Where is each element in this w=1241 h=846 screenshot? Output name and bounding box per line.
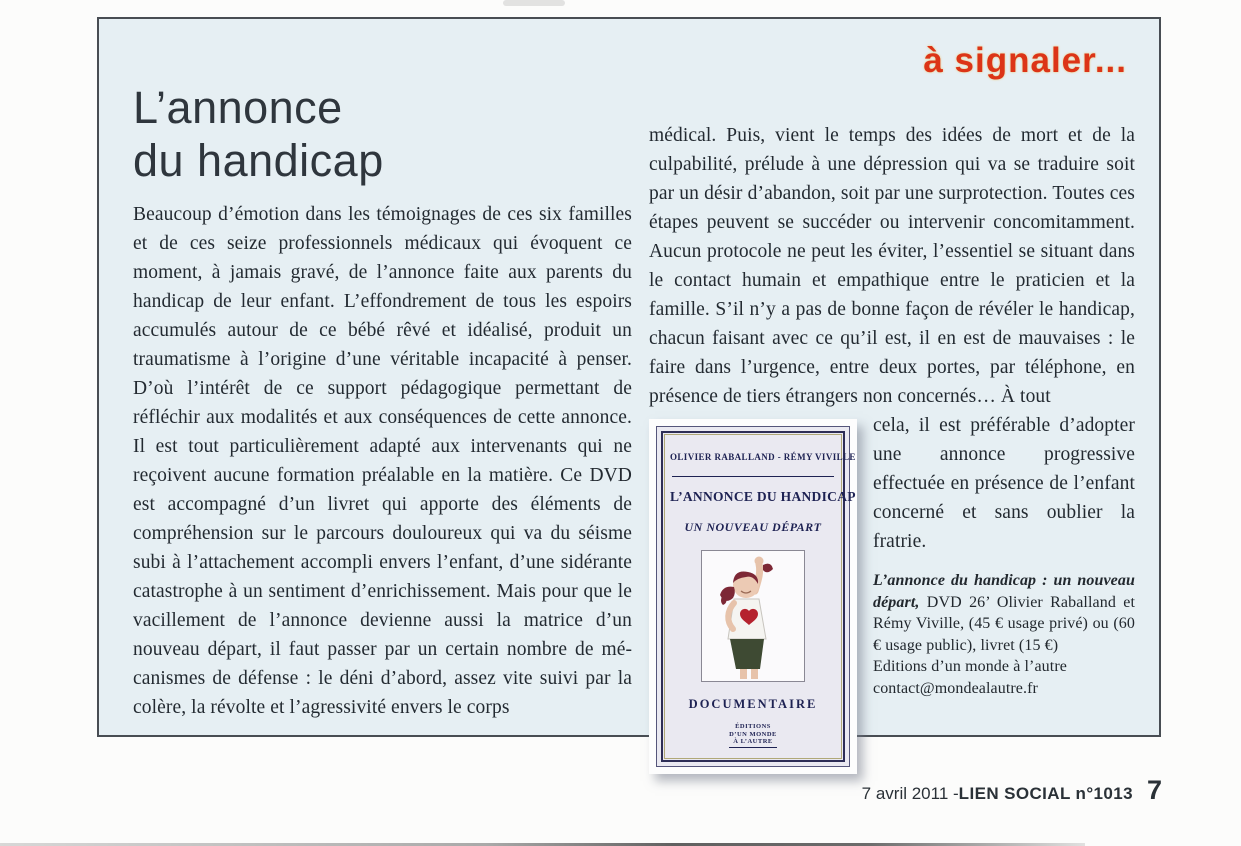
footer-magazine: LIEN SOCIAL n°1013 [958, 784, 1133, 803]
footer-date: 7 avril 2011 - [861, 784, 959, 803]
dvd-cover-photo-mat [649, 419, 857, 774]
page-footer [862, 775, 1162, 806]
caption-publisher: Editions d’un monde à l’autre [873, 658, 1067, 675]
publisher-logo-line2: D’UN MONDE [729, 730, 777, 738]
dvd-cover-genre: DOCUMENTAIRE [688, 697, 818, 711]
publisher-logo-line1: ÉDITIONS [735, 723, 771, 730]
dvd-cover-subtitle: UN NOUVEAU DÉPART [684, 520, 822, 534]
left-column [133, 200, 632, 722]
dvd-cover-title: L’ANNONCE DU HANDICAP [670, 489, 856, 504]
caption-title: L’annonce du handicap : un nouveau départ, [873, 572, 1135, 611]
right-column [649, 121, 1135, 778]
scan-artifact-top [503, 0, 565, 6]
divider [672, 476, 834, 477]
article-title-line2: du handicap [133, 135, 384, 186]
article-title-line1: L’annonce [133, 82, 343, 133]
girl-illustration [701, 550, 805, 682]
caption-details: DVD 26’ Olivier Raballand et Rémy Viville, (45 € usage privé) ou (60 € usage public), livret (15 €) [873, 593, 1135, 654]
dvd-cover [649, 419, 857, 774]
right-column-paragraph-1: médical. Puis, vient le temps des idées de mort et de la culpabilité, prélude à une dépression qui va se traduire soit par un désir d’abandon, soit par une surprotection. Toutes ces étapes peuvent se succéder ou intervenir concomitamment. Aucun protocole ne peut les éviter, l’essentiel se situant dans le contact humain et empathique entre le praticien et la famille. S’il n’y a pas de bonne façon de révéler le handicap, chacun faisant avec ce qu’il est, il en est de mauvaises : le faire dans l’urgence, entre deux portes, par téléphone, en présence de tiers étrangers non concernés… À tout [649, 125, 1135, 407]
section-badge: à signaler... [923, 41, 1127, 80]
right-column-paragraph-2: cela, il est préférable d’adopter une annonce progressive effectuée en présence de l’enfant concerné et sans oublier la fratrie. [873, 415, 1135, 552]
footer-page-number: 7 [1146, 775, 1162, 805]
publisher-logo [729, 723, 777, 748]
dvd-cover-authors: OLIVIER RABALLAND - RÉMY VIVILLE [670, 452, 856, 462]
article-title [133, 81, 384, 187]
article-panel [97, 17, 1161, 745]
dvd-cover-card [656, 426, 856, 767]
caption-email: contact@mondealautre.fr [873, 679, 1038, 697]
left-column-paragraph: Beaucoup d’émotion dans les témoignages de ces six familles et de ces seize professionnels médicaux qui évoquent ce moment, à jamais gravé, de l’annonce faite aux parents du handicap de leur enfant. L’effondrement de tous les espoirs accumulés autour de ce bébé rêvé et idéalisé, produit un traumatisme à l’origine d’une véritable incapacité à penser. D’où l’intérêt de ce support pédagogique permettant de réfléchir aux modalités et aux conséquences de cette annonce. Il est tout particulièrement adapté aux intervenants qui ne reçoivent aucune formation préalable en la matière. Ce DVD est accompagné d’un livret qui apporte des éléments de compréhension sur le parcours douloureux qui va du séisme subi à l’attachement accompli envers l’enfant, d’une sidérante catastrophe à un sentiment d’enrichissement. Mais pour que le vacillement de l’annonce devienne aussi la matrice d’un nouveau départ, il faut passer par un certain nombre de mécanismes de défense : le déni d’abord, assez vite suivi par la colère, la révolte et l’agressivité envers le corps [133, 204, 632, 718]
publisher-logo-line3: À L’AUTRE [733, 738, 773, 745]
